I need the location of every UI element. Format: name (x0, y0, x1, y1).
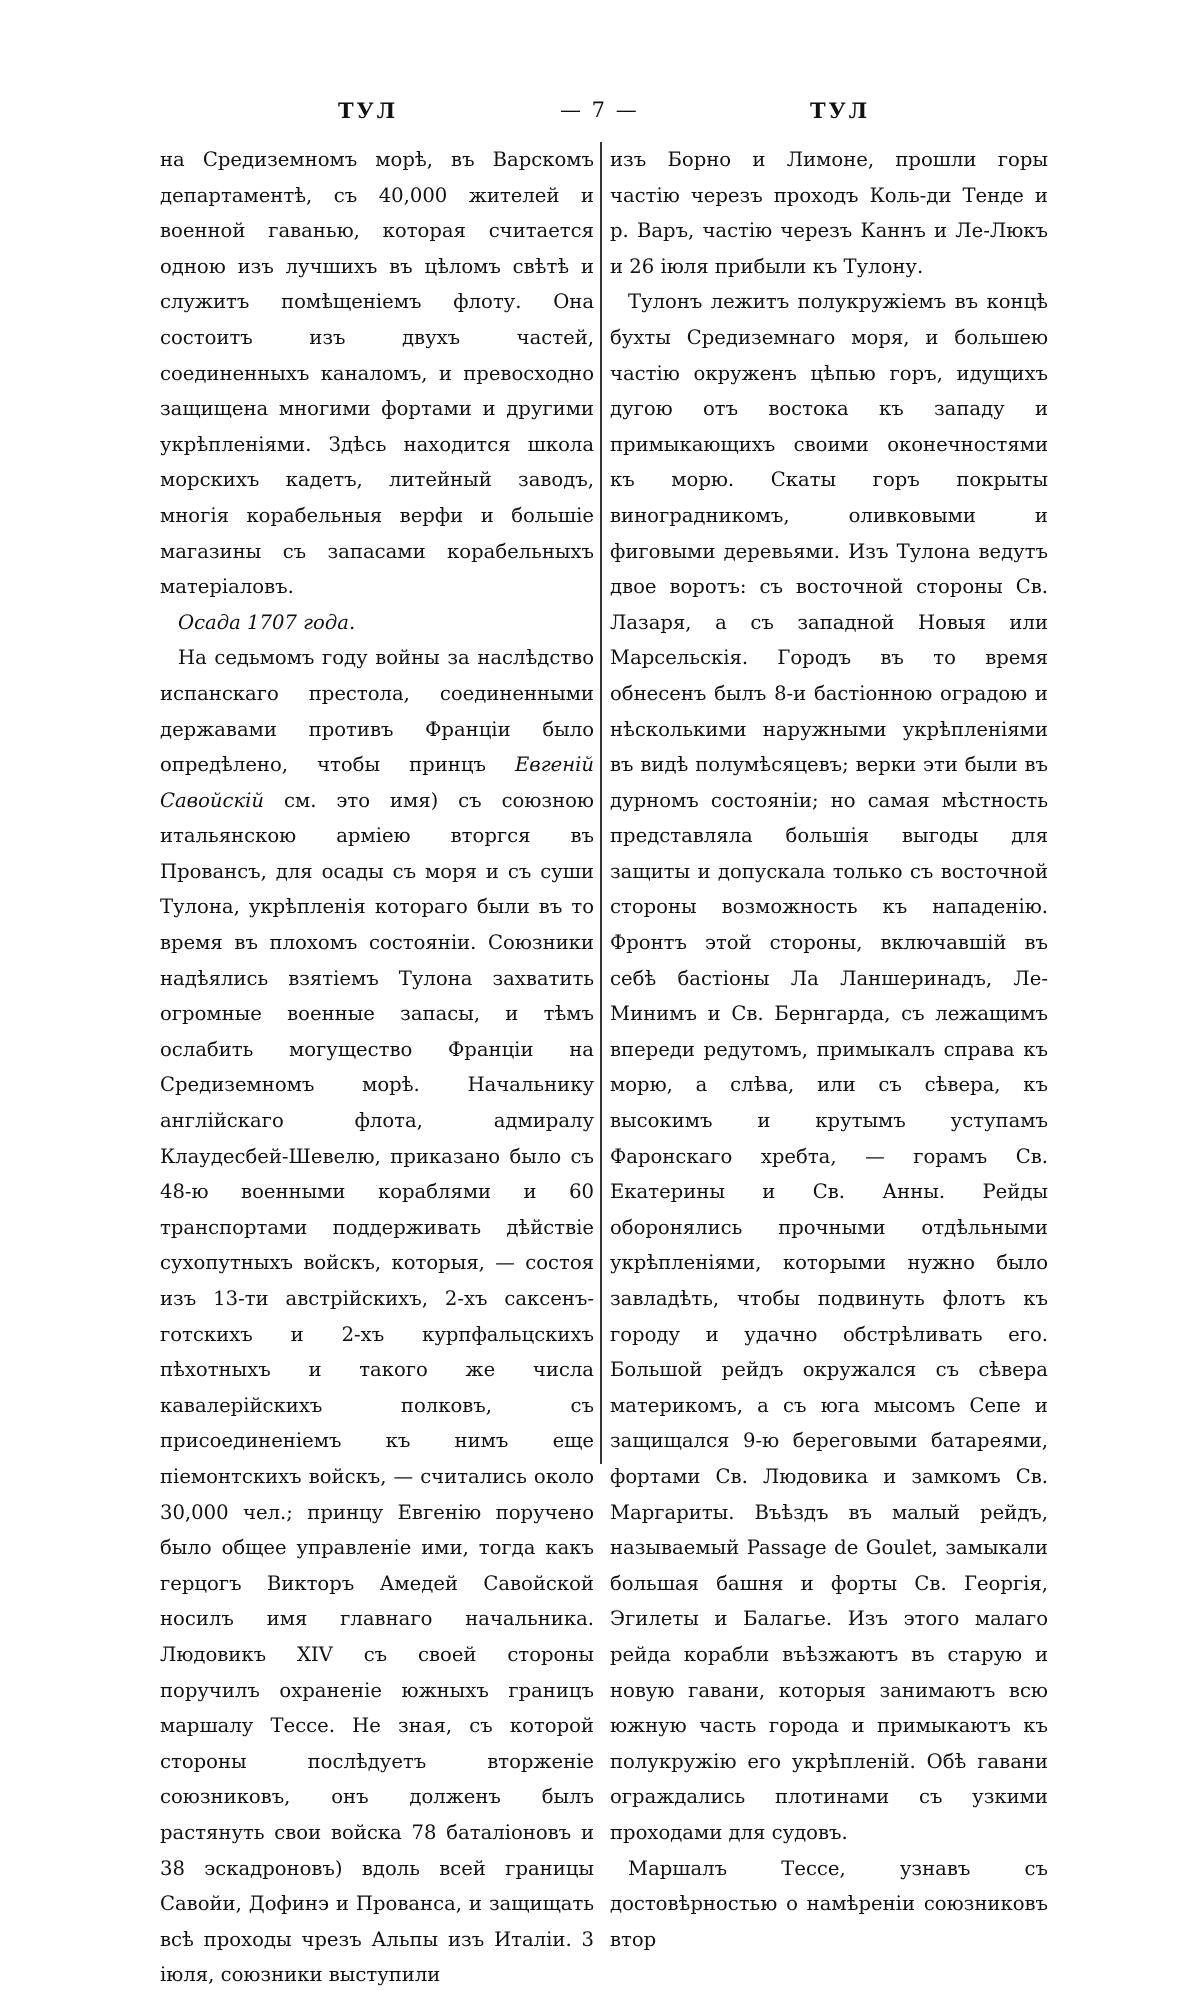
header-right-word: ТУЛ (810, 98, 871, 123)
page-number: — 7 — (560, 98, 639, 122)
left-paragraph-2-rest: см. это имя) съ союзною итальянскою арміею вторгся въ Провансъ, для осады съ моря и съ суши Тулона, укрѣпленія котораго были въ то время въ плохомъ состояніи. Союзники надѣялись взятіемъ Тулона захватить огромные военные запасы, и тѣмъ ослабить могущество Франціи на Средиземномъ морѣ. Начальнику англійскаго флота, адмиралу Клаудесбей-Шевелю, приказано было съ 48-ю военными кораблями и 60 транспортами поддерживать дѣйствіе сухопутныхъ войскъ, которыя, — состоя изъ 13-ти австрійскихъ, 2-хъ саксенъ-готскихъ и 2-хъ курпфальцскихъ пѣхотныхъ и такого же числа кавалерійскихъ полковъ, съ присоединеніемъ къ нимъ еще піемонтскихъ войскъ, — считались около 30,000 чел.; принцу Евгенію поручено было общее управленіе ими, тогда какъ герцогъ Викторъ Амедей Савойской носилъ имя главнаго начальника. Людовикъ XIV съ своей стороны поручилъ охраненіе южныхъ границъ маршалу Тессе. Не зная, съ которой стороны послѣдуетъ вторженіе союзниковъ, онъ долженъ былъ растянуть свои войска 78 баталіоновъ и 38 эскадроновъ) вдоль всей границы Савойи, Дофинэ и Прованса, и защищать всѣ проходы чрезъ Альпы изъ Италіи. 3 іюля, союзники выступили (160, 788, 594, 1987)
left-paragraph-2 (160, 640, 594, 1993)
right-paragraph-2: Тулонъ лежитъ полукружіемъ въ концѣ бухты Средиземнаго моря, и большею частію окруженъ цѣпью горъ, идущихъ дугою отъ востока къ западу и примыкающихъ своими оконечностями къ морю. Скаты горъ покрыты виноградникомъ, оливковыми и фиговыми деревьями. Изъ Тулона ведутъ двое воротъ: съ восточной стороны Св. Лазаря, а съ западной Новыя или Марсельскія. Городъ въ то время обнесенъ былъ 8-и бастіонною оградою и нѣсколькими наружными укрѣпленіями въ видѣ полумѣсяцевъ; верки эти были въ дурномъ состояніи; но самая мѣстность представляла большія выгоды для защиты и допускала только съ восточной стороны возможность къ нападенію. Фронтъ этой стороны, включавшій въ себѣ бастіоны Ла Ланшеринадъ, Ле-Минимъ и Св. Бернгарда, съ лежащимъ впереди редутомъ, примыкалъ справа къ морю, а слѣва, или съ сѣвера, къ высокимъ и крутымъ уступамъ Фаронскаго хребта, — горамъ Св. Екатерины и Св. Анны. Рейды оборонялись прочными отдѣльными укрѣпленіями, которыми нужно было завладѣть, чтобы подвинуть флотъ къ городу и удачно обстрѣливать его. Большой рейдъ окружался съ сѣвера материкомъ, а съ юга мысомъ Сепе и защищался 9-ю береговыми батареями, фортами Св. Людовика и замкомъ Св. Маргариты. Въѣздъ въ малый рейдъ, называемый Passage de Goulet, замыкали большая башня и форты Св. Георгія, Эгилеты и Балагье. Изъ этого малаго рейда корабли въѣзжаютъ въ старую и новую гавани, которыя занимаютъ всю южную часть города и примыкаютъ къ полукружію его укрѣпленій. Обѣ гавани ограждались плотинами съ узкими проходами для судовъ. (610, 290, 1048, 1844)
left-paragraph-2-start: На седьмомъ году войны за наслѣдство испанскаго престола, соединенными державами противъ Франціи было опредѣлено, чтобы принцъ (160, 646, 594, 777)
running-header (160, 98, 1050, 132)
right-paragraph-3: Маршалъ Тессе, узнавъ съ достовѣрностью о намѣреніи союзниковъ втор (610, 1856, 1048, 1951)
right-paragraph-1: изъ Борно и Лимоне, прошли горы частію черезъ проходъ Коль-ди Тенде и р. Варъ, частію черезъ Каннъ и Ле-Люкъ и 26 іюля прибыли къ Тулону. (610, 148, 1048, 278)
column-divider (600, 142, 602, 1464)
left-column (160, 142, 594, 1993)
section-subheading: Осада 1707 года. (178, 610, 356, 634)
right-column (610, 142, 1048, 1957)
header-left-word: ТУЛ (338, 98, 399, 123)
left-paragraph-1: на Средиземномъ морѣ, въ Варскомъ департаментѣ, съ 40,000 жителей и военной гаванью, которая считается одною изъ лучшихъ въ цѣломъ свѣтѣ и служитъ помѣщеніемъ флоту. Она состоитъ изъ двухъ частей, соединенныхъ каналомъ, и превосходно защищена многими фортами и другими укрѣпленіями. Здѣсь находится школа морскихъ кадетъ, литейный заводъ, многія корабельныя верфи и большіе магазины съ запасами корабельныхъ матеріаловъ. (160, 148, 594, 599)
person-name-italic: Евгеній Савойскій (160, 753, 594, 812)
